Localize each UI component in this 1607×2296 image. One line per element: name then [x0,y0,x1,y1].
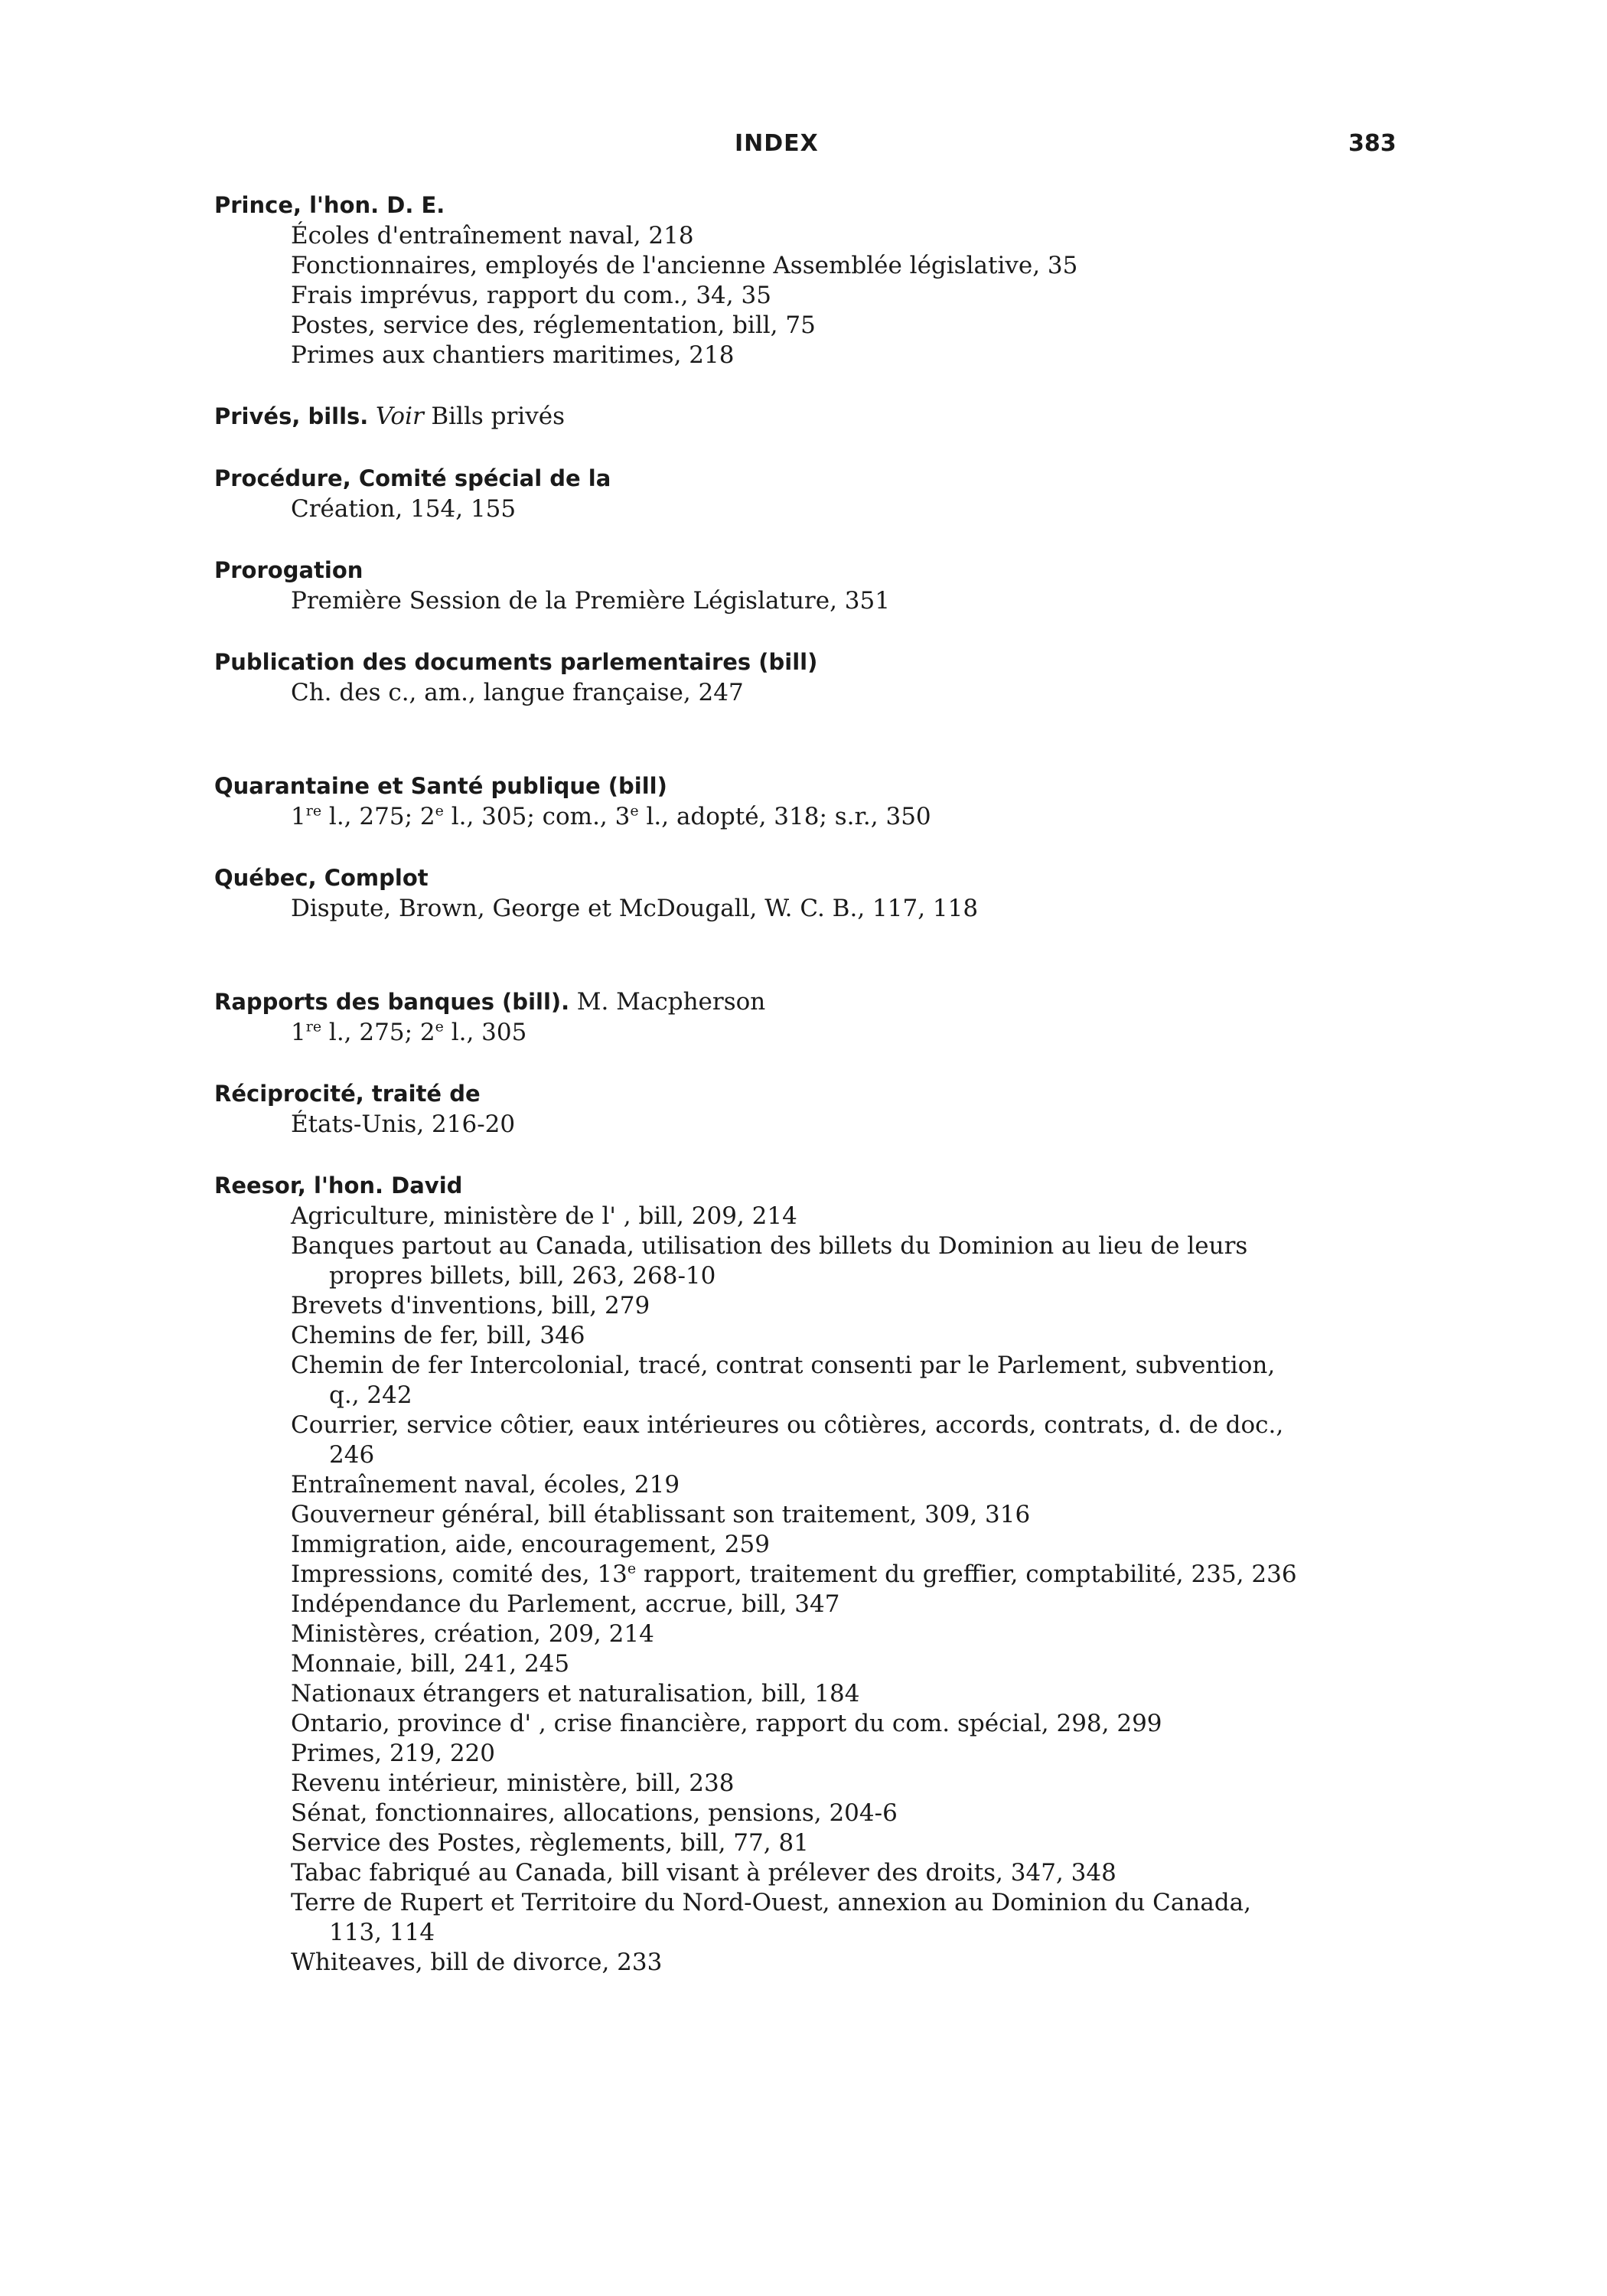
index-entry-quarantaine [214,771,1377,832]
sub-entry: Écoles d'entraînement naval, 218 [291,222,694,249]
cross-reference-link[interactable]: Bills privés [431,403,565,430]
sub-entry: Entraînement naval, écoles, 219 [291,1471,680,1499]
index-entry-procedure [214,463,1377,524]
sub-entry: Courrier, service côtier, eaux intérieures ou côtières, accords, contrats, d. de doc., 246 [291,1411,1284,1469]
sub-entry: Ch. des c., am., langue française, 247 [291,679,744,706]
index-entry-prince [214,190,1377,370]
entry-heading: Procédure, Comité spécial de la [214,465,611,491]
sub-entry: Impressions, comité des, 13e rapport, traitement du greffier, comptabilité, 235, 236 [291,1560,1297,1588]
sub-entry: Création, 154, 155 [291,495,517,523]
page-number: 383 [1348,130,1397,157]
sub-entry: Postes, service des, réglementation, bill, 75 [291,311,816,339]
sub-entry: Ministères, création, 209, 214 [291,1620,654,1648]
sub-entry: Banques partout au Canada, utilisation des billets du Dominion au lieu de leurs propres billets, bill, 263, 268-10 [291,1232,1248,1290]
index-body [214,190,1377,1978]
sub-entry: Primes aux chantiers maritimes, 218 [291,341,735,369]
sub-entry: Whiteaves, bill de divorce, 233 [291,1949,663,1976]
sub-entry: Terre de Rupert et Territoire du Nord-Ouest, annexion au Dominion du Canada, 113, 114 [291,1889,1252,1946]
sub-entry: Immigration, aide, encouragement, 259 [291,1531,770,1558]
sub-entry: Revenu intérieur, ministère, bill, 238 [291,1769,735,1797]
index-entry-reciprocite [214,1078,1377,1140]
entry-heading: Prorogation [214,557,363,583]
voir-label: Voir [375,403,424,430]
entry-sponsor: M. Macpherson [576,988,766,1016]
entry-heading: Publication des documents parlementaires (bill) [214,649,818,675]
sub-entry: 1re l., 275; 2e l., 305; com., 3e l., adopté, 318; s.r., 350 [291,802,931,830]
sub-entry: Monnaie, bill, 241, 245 [291,1650,570,1678]
sub-entry: Brevets d'inventions, bill, 279 [291,1292,650,1319]
sub-entry: Nationaux étrangers et naturalisation, bill, 184 [291,1680,860,1707]
sub-entry: Frais imprévus, rapport du com., 34, 35 [291,282,771,309]
index-entry-prorogation [214,555,1377,616]
entry-heading: Rapports des banques (bill). [214,989,570,1015]
index-entry-publication [214,647,1377,708]
sub-entry: Agriculture, ministère de l' , bill, 209, 214 [291,1202,797,1230]
sub-entry: Première Session de la Première Législature, 351 [291,587,890,615]
sub-entry: Gouverneur général, bill établissant son traitement, 309, 316 [291,1501,1031,1528]
entry-heading: Québec, Complot [214,865,429,891]
sub-entry: Fonctionnaires, employés de l'ancienne Assemblée législative, 35 [291,252,1078,279]
sub-entry: Chemins de fer, bill, 346 [291,1322,585,1349]
page-title: INDEX [735,130,819,157]
sub-entry: Service des Postes, règlements, bill, 77, 81 [291,1829,809,1857]
sub-entry: 1re l., 275; 2e l., 305 [291,1018,527,1046]
sub-entry: Dispute, Brown, George et McDougall, W. C. B., 117, 118 [291,895,979,922]
sub-entry: Indépendance du Parlement, accrue, bill, 347 [291,1590,840,1618]
sub-entry: États-Unis, 216-20 [291,1110,516,1138]
entry-heading: Réciprocité, traité de [214,1081,481,1107]
index-entry-reesor [214,1170,1377,1978]
sub-entry: Sénat, fonctionnaires, allocations, pensions, 204-6 [291,1799,898,1827]
entry-heading: Prince, l'hon. D. E. [214,192,445,218]
running-head [0,130,1607,161]
index-entry-prives [214,401,1377,432]
index-entry-quebec [214,863,1377,924]
entry-heading: Quarantaine et Santé publique (bill) [214,773,667,799]
sub-entry: Chemin de fer Intercolonial, tracé, contrat consenti par le Parlement, subvention, q., 242 [291,1352,1276,1409]
sub-entry: Primes, 219, 220 [291,1740,495,1767]
sub-entry: Tabac fabriqué au Canada, bill visant à prélever des droits, 347, 348 [291,1859,1116,1887]
entry-heading: Privés, bills. [214,403,369,429]
sub-entry: Ontario, province d' , crise financière, rapport du com. spécial, 298, 299 [291,1710,1162,1737]
index-entry-rapports [214,987,1377,1048]
entry-heading: Reesor, l'hon. David [214,1172,463,1199]
